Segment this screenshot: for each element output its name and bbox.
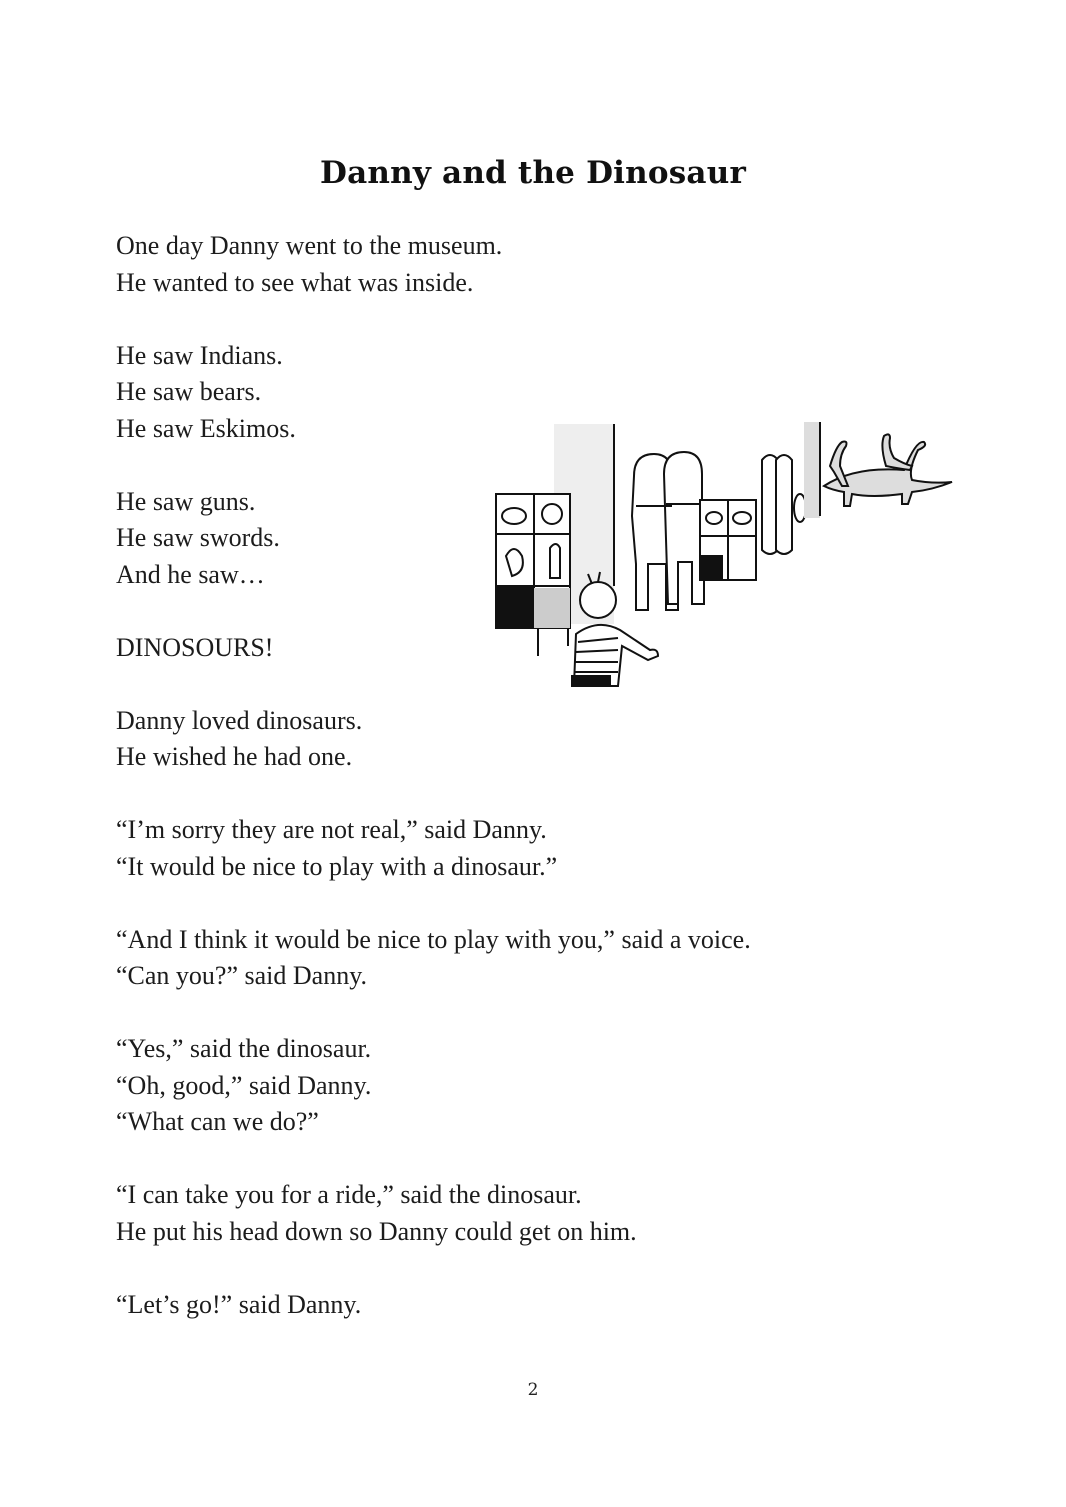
paragraph (116, 1031, 936, 1141)
paragraph (116, 703, 936, 776)
paragraph (116, 1287, 936, 1324)
paragraph (116, 922, 936, 995)
text-line: One day Danny went to the museum. (116, 231, 503, 260)
text-line: He saw bears. (116, 377, 262, 406)
text-line: He wanted to see what was inside. (116, 267, 474, 297)
text-line: “It would be nice to play with a dinosaur.” (116, 851, 558, 881)
story-text (116, 228, 936, 1360)
text-line: “Oh, good,” said Danny. (116, 1070, 372, 1100)
text-line: “Can you?” said Danny. (116, 961, 368, 990)
page-title: Danny and the Dinosaur (319, 154, 746, 191)
text-line: “I can take you for a ride,” said the dinosaur. (116, 1180, 582, 1209)
page-number: 2 (527, 1380, 539, 1400)
text-line: “Yes,” said the dinosaur. (116, 1034, 372, 1063)
text-line: And he saw… (116, 559, 265, 589)
museum-illustration (494, 416, 954, 692)
text-line: He saw Eskimos. (116, 413, 296, 443)
text-line: He saw guns. (116, 486, 256, 516)
paragraph (116, 228, 936, 301)
text-line: “What can we do?” (116, 1107, 319, 1136)
text-line: He wished he had one. (116, 742, 353, 771)
text-line: DINOSOURS! (116, 632, 274, 662)
text-line: He saw swords. (116, 523, 280, 552)
paragraph (116, 1177, 936, 1250)
text-line: “Let’s go!” said Danny. (116, 1289, 362, 1319)
text-line: “And I think it would be nice to play with you,” said a voice. (116, 924, 751, 954)
text-line: He saw Indians. (116, 340, 283, 370)
text-line: Danny loved dinosaurs. (116, 705, 363, 735)
paragraph (116, 812, 936, 885)
text-line: “I’m sorry they are not real,” said Danny. (116, 815, 547, 844)
text-line: He put his head down so Danny could get on him. (116, 1216, 637, 1246)
